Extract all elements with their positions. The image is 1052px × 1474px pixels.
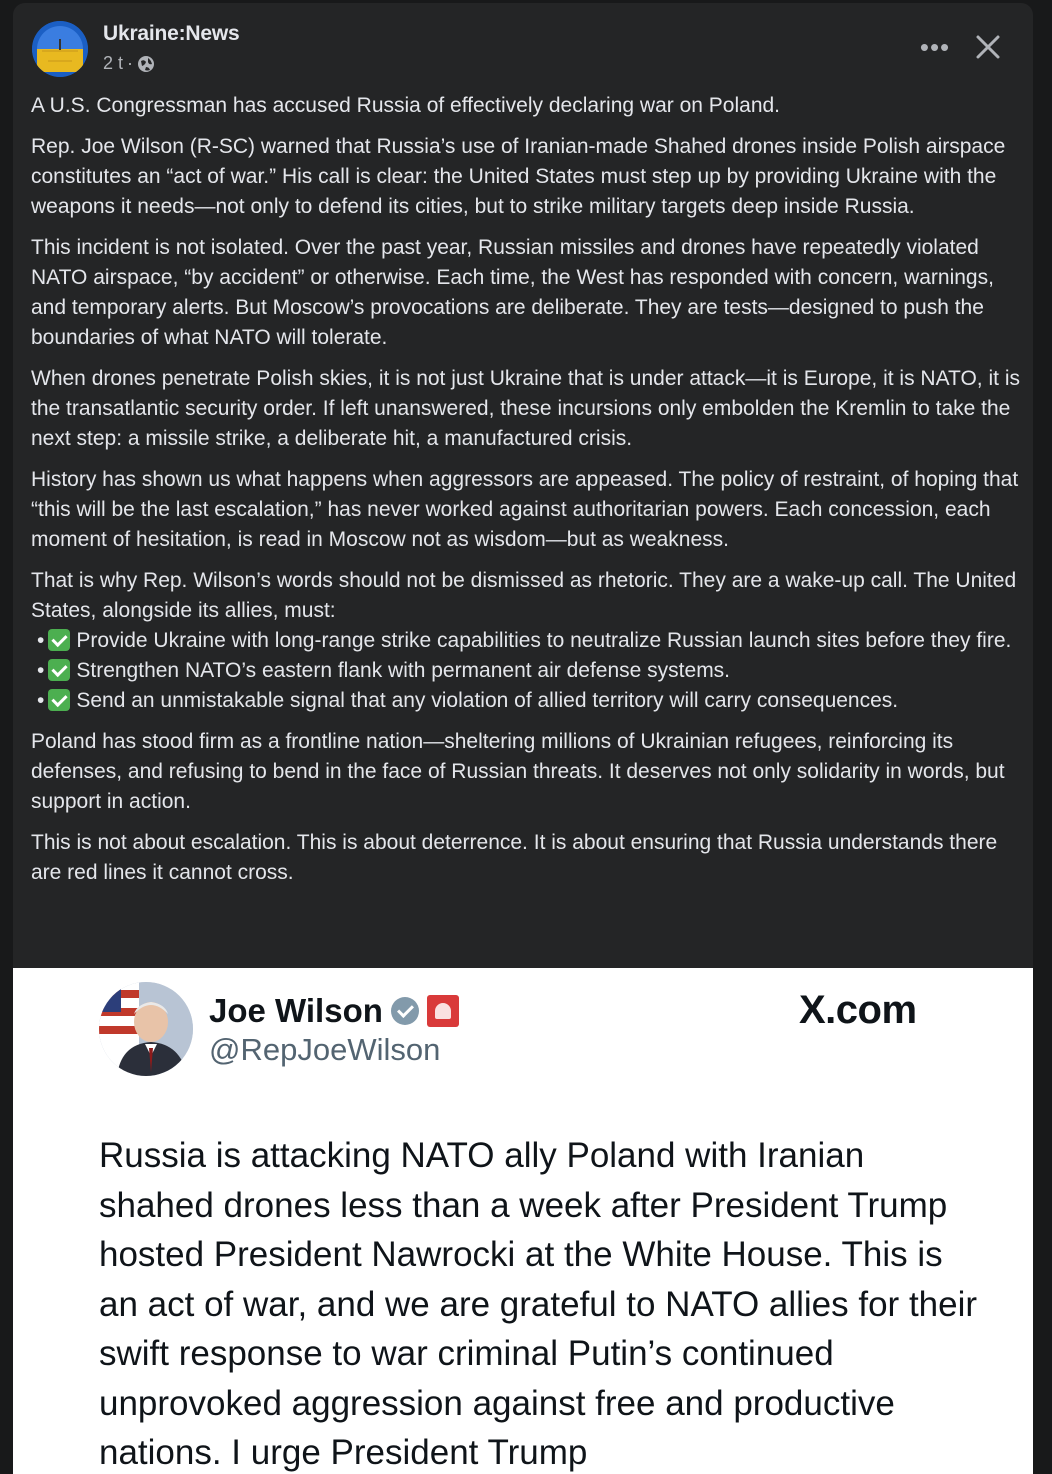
list-item xyxy=(31,686,1021,716)
paragraph: This incident is not isolated. Over the past year, Russian missiles and drones have repeatedly violated NATO airspace, “by accident” or otherwise. Each time, the West has responded with concern, warnings, and temporary alerts. But Moscow’s provocations are deliberate. They are tests—designed to push the boundaries of what NATO will tolerate. xyxy=(31,236,994,349)
bullet-dot: • xyxy=(37,689,45,712)
tweet-handle: @RepJoeWilson xyxy=(209,1032,441,1067)
globe-icon xyxy=(137,55,155,73)
meta-separator: · xyxy=(127,53,134,73)
bullet-dot: • xyxy=(37,659,45,682)
tweet-screenshot-image[interactable] xyxy=(13,968,1033,1474)
post-meta xyxy=(103,53,155,74)
paragraph: Rep. Joe Wilson (R-SC) warned that Russia’s use of Iranian-made Shahed drones inside Polish airspace constitutes an “act of war.” His call is clear: the United States must step up by providing Ukraine with the weapons it needs—not only to defend its cities, but to strike military targets deep inside Russia. xyxy=(31,135,1006,218)
tweet-text: Russia is attacking NATO ally Poland with Iranian shahed drones less than a week after President Trump hosted President Nawrocki at the White House. This is an act of war, and we are grateful to NATO allies for their swift response to war criminal Putin’s continued unprovoked aggression against free and productive nations. I urge President Trump xyxy=(99,1136,978,1472)
bullet-dot: • xyxy=(37,629,45,652)
paragraph: A U.S. Congressman has accused Russia of effectively declaring war on Poland. xyxy=(31,94,781,117)
page-avatar[interactable] xyxy=(32,21,88,77)
list-intro: That is why Rep. Wilson’s words should not be dismissed as rhetoric. They are a wake-up call. The United States, alongside its allies, must: xyxy=(31,569,1017,622)
check-icon xyxy=(48,689,70,711)
list-item-text: Strengthen NATO’s eastern flank with permanent air defense systems. xyxy=(76,659,731,682)
close-button[interactable] xyxy=(968,27,1008,67)
post-card xyxy=(13,3,1033,1474)
list-item xyxy=(31,626,1021,656)
list-item xyxy=(31,656,1021,686)
more-options-button[interactable] xyxy=(913,27,957,67)
paragraph: This is not about escalation. This is about deterrence. It is about ensuring that Russia understands there are red lines it cannot cross. xyxy=(31,831,998,884)
more-icon: ••• xyxy=(919,31,951,62)
tweet-author xyxy=(209,992,459,1030)
post-header xyxy=(13,3,1033,89)
list-item-text: Provide Ukraine with long-range strike capabilities to neutralize Russian launch sites before they fire. xyxy=(76,629,1012,652)
close-icon xyxy=(975,34,1001,60)
check-icon xyxy=(48,629,70,651)
verified-icon xyxy=(391,997,419,1025)
post-body xyxy=(31,91,1021,899)
page-name[interactable]: Ukraine:News xyxy=(103,22,240,45)
paragraph-with-list xyxy=(31,566,1021,716)
paragraph: History has shown us what happens when aggressors are appeased. The policy of restraint, of hoping that “this will be the last escalation,” has never worked against authoritarian powers. Each concession, each moment of hesitation, is read in Moscow not as wisdom—but as weakness. xyxy=(31,468,1019,551)
post-time[interactable]: 2 t xyxy=(103,53,124,73)
x-logo: X.com xyxy=(799,988,917,1032)
tweet-author-name: Joe Wilson xyxy=(209,992,383,1029)
government-badge-icon xyxy=(427,995,459,1027)
paragraph: Poland has stood firm as a frontline nation—sheltering millions of Ukrainian refugees, reinforcing its defenses, and refusing to bend in the face of Russian threats. It deserves not only solidarity in words, but support in action. xyxy=(31,730,1005,813)
tweet-avatar xyxy=(99,982,193,1076)
list-item-text: Send an unmistakable signal that any violation of allied territory will carry consequences. xyxy=(76,689,899,712)
check-icon xyxy=(48,659,70,681)
paragraph: When drones penetrate Polish skies, it is not just Ukraine that is under attack—it is Europe, it is NATO, it is the transatlantic security order. If left unanswered, these incursions only embolden the Kremlin to take the next step: a missile strike, a deliberate hit, a manufactured crisis. xyxy=(31,367,1020,450)
